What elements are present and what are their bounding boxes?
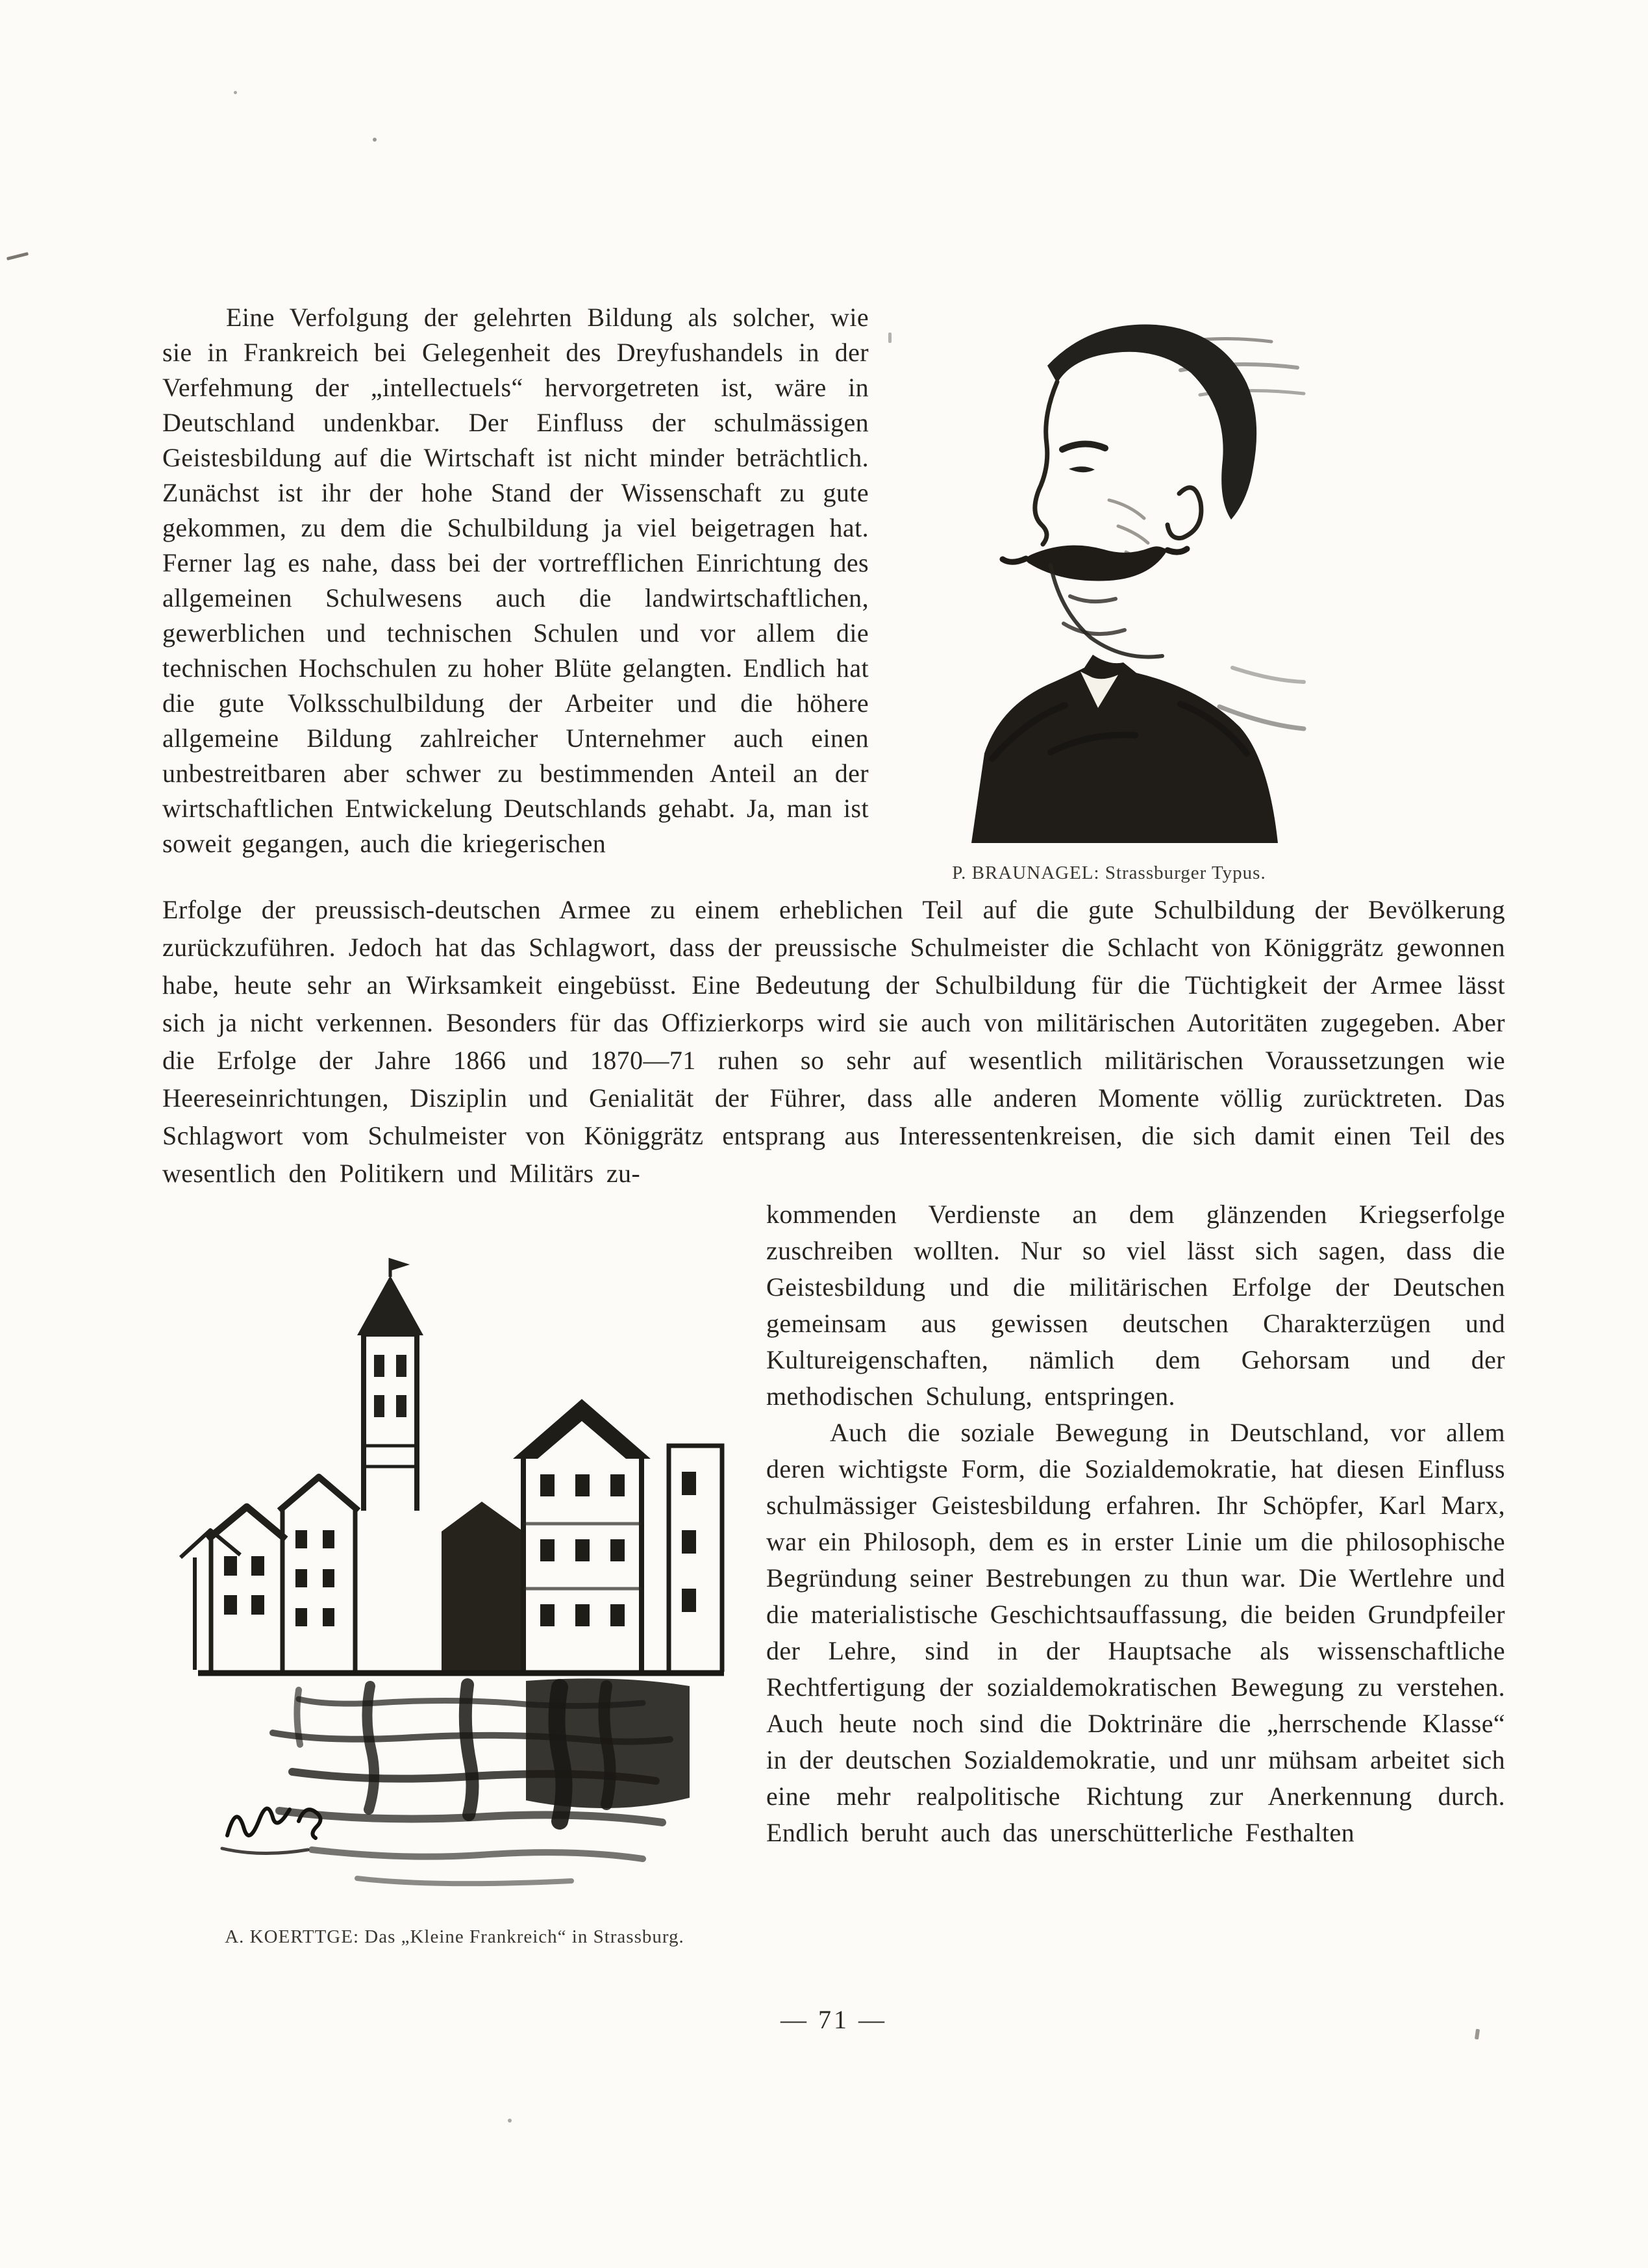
- portrait-caption: P. BRAUNAGEL: Strassburger Typus.: [952, 863, 1266, 883]
- bottom-text-column: [766, 1196, 1505, 1851]
- bottom-paragraph-2: Auch die soziale Bewegung in Deutschland, vor allem deren wichtigste Form, die Sozialdemokratie, hat diesen Einfluss schulmässiger Geistesbildung erfahren. Ihr Schöpfer, Karl Marx, war ein Philosoph, dem es in erster Linie um die philosophische Begründung seiner Bestrebungen zu thun war. Die Wertlehre und die materialistische Geschichtsauffassung, die beiden Grundpfeiler der Lehre, sind in der Hauptsache als wissenschaftliche Rechtfertigung der sozialdemokratischen Bewegung zu verstehen. Auch heute noch sind die Doktrinäre die „herrschende Klasse“ in der deutschen Sozialdemokratie, und unr mühsam arbeitet sich eine mehr realpolitische Richtung zur Anerkennung durch. Endlich beruht auch das unerschütterliche Festhalten: [766, 1418, 1505, 1847]
- scan-artifact: [1475, 2029, 1480, 2040]
- portrait-illustration: [895, 304, 1323, 843]
- bottom-paragraph-1: kommenden Verdienste an dem glänzenden Kriegserfolge zuschreiben wollten. Nur so viel lässt sich sagen, dass die Geistesbildung und die militärischen Erfolge der Deutschen gemeinsam aus gewissen deutschen Charakterzügen und Kultureigenschaften, nämlich dem Gehorsam und der methodischen Schulung, entspringen.: [766, 1200, 1505, 1411]
- townscape-caption: A. KOERTTGE: Das „Kleine Frankreich“ in Strassburg.: [225, 1926, 684, 1947]
- scan-artifact: [6, 252, 29, 260]
- bottom-section: [162, 1196, 1505, 1948]
- middle-section: [162, 891, 1505, 1192]
- scan-artifact: [888, 333, 892, 343]
- portrait-figure: [895, 304, 1323, 885]
- middle-paragraph: Erfolge der preussisch-deutschen Armee zu einem erheblichen Teil auf die gute Schulbildung der Bevölkerung zurückzuführen. Jedoch hat das Schlagwort, dass der preussische Schulmeister die Schlacht von Königgrätz gewonnen habe, heute sehr an Wirksamkeit eingebüsst. Eine Bedeutung der Schulbildung für die Tüchtigkeit der Armee lässt sich ja nicht verkennen. Besonders für das Offizierkorps wird sie auch von militärischen Autoritäten zugegeben. Aber die Erfolge der Jahre 1866 und 1870—71 ruhen so sehr auf wesentlich militärischen Voraussetzungen wie Heereseinrichtungen, Disziplin und Genialität der Führer, dass alle anderen Momente völlig zurücktreten. Das Schlagwort vom Schulmeister von Königgrätz entsprang aus Interessentenkreisen, die sich damit einen Teil des wesentlich den Politikern und Militärs zu-: [162, 895, 1505, 1188]
- top-paragraph: Eine Verfolgung der gelehrten Bildung als solcher, wie sie in Frankreich bei Gelegenheit des Dreyfushandels in der Verfehmung der „intellectuels“ hervorgetreten ist, wäre in Deutschland undenkbar. Der Einfluss der schulmässigen Geistesbildung auf die Wirtschaft ist nicht minder beträchtlich. Zunächst ist ihr der hohe Stand der Wissenschaft zu gute gekommen, zu dem die Schulbildung ja viel beigetragen hat. Ferner lag es nahe, dass bei der vortrefflichen Einrichtung des allgemeinen Schulwesens auch die landwirtschaftlichen, gewerblichen und technischen Schulen und vor allem die technischen Hochschulen zu hoher Blüte gelangten. Endlich hat die gute Volksschulbildung der Arbeiter und die höhere allgemeine Bildung zahlreicher Unternehmer auch einen unbestreitbaren aber schwer zu bestimmenden Anteil an der wirtschaftlichen Entwickelung Deutschlands gehabt. Ja, man ist soweit gegangen, auch die kriegerischen: [162, 303, 869, 858]
- scan-artifact: [373, 138, 377, 142]
- top-text-column: [162, 300, 869, 861]
- townscape-illustration: [162, 1251, 747, 1907]
- page-number: — 71 —: [780, 2005, 887, 2034]
- scan-artifact: [234, 91, 237, 94]
- top-section: [162, 300, 1505, 885]
- scan-artifact: [508, 2119, 512, 2123]
- townscape-figure: [162, 1251, 747, 1948]
